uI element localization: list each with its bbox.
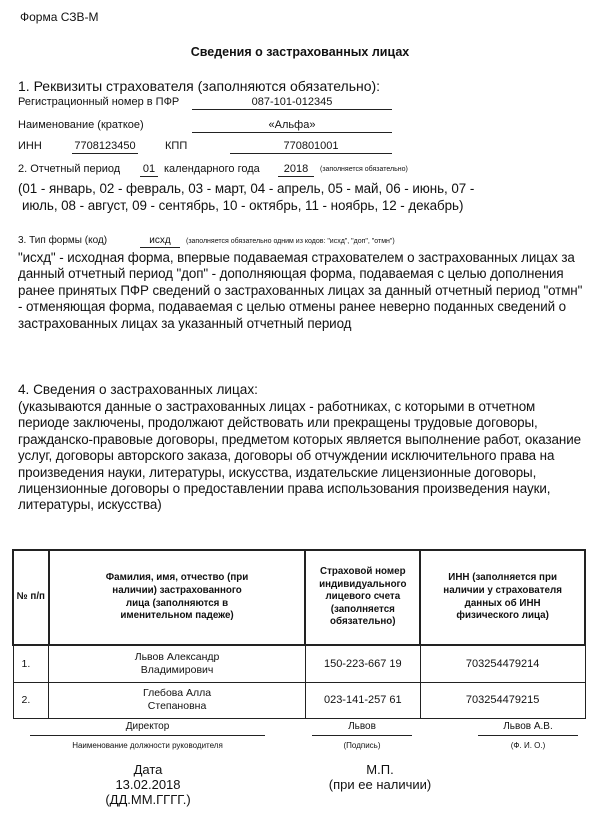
- row-inn: 703254479214: [420, 645, 585, 682]
- position-caption: Наименование должности руководителя: [72, 741, 223, 750]
- reg-number-label: Регистрационный номер в ПФР: [18, 96, 180, 108]
- form-type-note: (заполняется обязательно одним из кодов: "исхд", "доп", "отмн"): [186, 238, 395, 245]
- row-inn: 703254479215: [420, 682, 585, 718]
- period-label: 2. Отчетный период: [18, 163, 121, 175]
- date-value: 13.02.2018: [115, 777, 181, 792]
- form-type-label: 3. Тип формы (код): [18, 235, 108, 246]
- row-fio: [49, 682, 306, 718]
- header-snils-text: Страховой номер индивидуального лицевого счета (заполняется обязательно): [319, 566, 407, 628]
- signature-value: Львов: [348, 721, 376, 732]
- signature-caption: (Подпись): [343, 741, 381, 750]
- inn-label: ИНН: [18, 140, 42, 152]
- stamp-title: М.П.: [366, 762, 394, 777]
- header-inn-text: ИНН (заполняется при наличии у страхователя данных об ИНН физического лица): [443, 572, 562, 622]
- director-fio: Львов А.В.: [503, 721, 553, 732]
- year-label: календарного года: [164, 163, 260, 175]
- row-num: 1.: [13, 645, 49, 682]
- header-num: № п/п: [13, 550, 49, 645]
- fio-caption: (Ф. И. О.): [510, 741, 546, 750]
- kpp-field[interactable]: 770801001: [230, 140, 392, 154]
- doc-title: Сведения о застрахованных лицах: [190, 45, 410, 59]
- row-snils: 023-141-257 61: [305, 682, 420, 718]
- row-num: 2.: [13, 682, 49, 718]
- row-fio: [49, 645, 306, 682]
- reg-number-field[interactable]: 087-101-012345: [192, 96, 392, 110]
- header-fio-text: Фамилия, имя, отчество (при наличии) застрахованного лица (заполняются в именительном падеже): [105, 572, 249, 622]
- section4-description: (указываются данные о застрахованных лицах - работниках, с которыми в отчетном периоде заключены, продолжают действовать или прекращены трудовые договоры, гражданско-правовые договоры, предметом которых является выполнение работ, оказание услуг, договоры авторского заказа, договоры об отчуждении исключительного права на произведения науки, литературы, искусства, издательские лицензионные договоры, лицензионные договоры о предоставлении права использования произведения науки, литературы, искусства): [18, 399, 581, 513]
- months-line-2: июль, 08 - август, 09 - сентябрь, 10 - октябрь, 11 - ноябрь, 12 - декабрь): [22, 198, 464, 213]
- insured-persons-table: [12, 549, 586, 719]
- row-fio-text: Глебова Алла Степановна: [142, 687, 212, 712]
- section1-heading: 1. Реквизиты страхователя (заполняются обязательно):: [18, 78, 381, 94]
- year-field[interactable]: 2018: [278, 163, 314, 177]
- section4-heading: 4. Сведения о застрахованных лицах:: [18, 382, 258, 397]
- stamp-note: (при ее наличии): [328, 777, 432, 792]
- table-row: [13, 645, 585, 682]
- header-inn: [420, 550, 585, 645]
- kpp-label: КПП: [165, 140, 188, 152]
- header-snils: [305, 550, 420, 645]
- table-row: [13, 682, 585, 718]
- period-field[interactable]: 01: [140, 163, 158, 177]
- director-position: Директор: [125, 721, 170, 732]
- form-type-field[interactable]: исхд: [140, 235, 180, 248]
- form-type-description: "исхд" - исходная форма, впервые подаваемая страхователем о застрахованных лицах за данный отчетный период "доп" - дополняющая форма, подаваемая с целью дополнения ранее принятых ПФР сведений о застрахованных лицах за данный отчетный период "отмн" - отменяющая форма, подаваемая с целью отмены ранее неверно поданных сведений о застрахованных лицах за указанный отчетный период: [18, 250, 583, 331]
- signature-line: [312, 735, 412, 736]
- row-snils: 150-223-667 19: [305, 645, 420, 682]
- position-line: [30, 735, 265, 736]
- inn-field[interactable]: 7708123450: [72, 140, 138, 154]
- date-title: Дата: [133, 762, 163, 777]
- name-label: Наименование (краткое): [18, 119, 144, 131]
- date-format: (ДД.ММ.ГГГГ.): [105, 792, 191, 807]
- table-header-row: [13, 550, 585, 645]
- row-fio-text: Львов Александр Владимирович: [134, 650, 220, 676]
- period-note: (заполняется обязательно): [320, 166, 408, 173]
- months-line-1: (01 - январь, 02 - февраль, 03 - март, 04 - апрель, 05 - май, 06 - июнь, 07 -: [18, 181, 475, 196]
- header-fio: [49, 550, 306, 645]
- name-field[interactable]: «Альфа»: [192, 119, 392, 133]
- form-title: Форма СЗВ-М: [20, 10, 99, 24]
- fio-line: [478, 735, 578, 736]
